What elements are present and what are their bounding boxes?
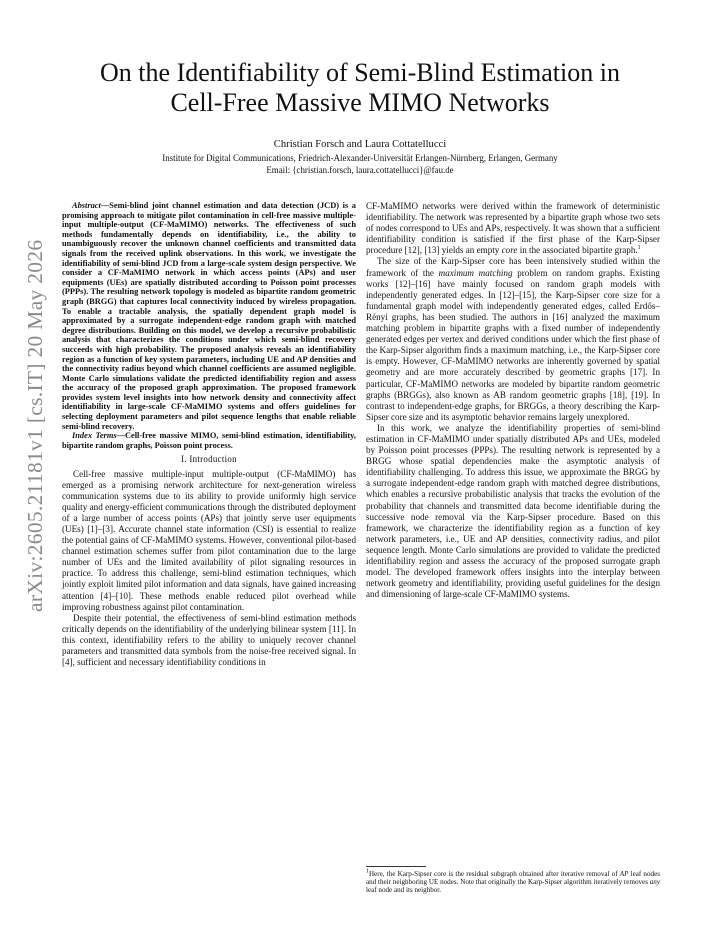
intro-paragraph-1: Cell-free massive multiple-input multiple-output (CF-MaMIMO) has emerged as a promising network architecture for next-generation wireless communication systems due to its ability to provide uniformly high service quality and energy-efficient communications through the distributed deployment of a large number of access points (APs) that jointly serve user equipments (UEs) [1]–[3]. Accurate channel state information (CSI) is essential to realize the potential gains of CF-MaMIMO systems. However, conventional pilot-based channel estimation schemes suffer from pilot contamination due to the large number of UEs and the limited availability of pilot signaling resources in practice. To address this challenge, semi-blind estimation techniques, which jointly exploit limited pilot information and data signals, have gained increasing attention [4]–[10]. These methods enable reduced pilot overhead while improving robustness against pilot contamination. bbox=[62, 468, 356, 612]
footnote-text: leaf nodes and their neighboring UE nodes. Note that originally the Karp-Sipser algorithm iteratively removes bbox=[366, 870, 660, 887]
paper-title bbox=[60, 58, 660, 118]
intro-paragraph-5: In this work, we analyze the identifiability properties of semi-blind estimation in CF-MaMIMO under spatially distributed APs and UEs, modeled by Poisson point processes (PPPs). The resulting network is represented by a BRGG whose spatial dependencies make the asymptotic analysis of identifiability challenging. To address this issue, we approximate the BRGG by a surrogate independent-edge random graph with matched degree distributions, which enables a recursive probabilistic analysis that tracks the evolution of the probability that channels and transmitted data become identifiable during the successive node removal via the Karp-Sipser procedure. Based on this framework, we characterize the identifiability region as a function of key network parameters, i.e., UE and AP densities, connectivity radius, and pilot sequence length. Monte Carlo simulations are provided to validate the predicted identifiability region and assess the accuracy of the proposed surrogate graph model. The developed framework offers insights into the interplay between network geometry and identifiability, providing useful guidelines for the design and dimensioning of large-scale CF-MaMIMO systems. bbox=[366, 422, 660, 600]
index-terms-text: Cell-free massive MIMO, semi-blind estimation, identifiability, bipartite random graphs, Poisson point process. bbox=[62, 431, 356, 450]
left-column bbox=[62, 201, 356, 668]
paragraph-text: CF-MaMIMO networks were derived within the framework of deterministic identifiability. The network was represented by a bipartite graph whose two sets of nodes correspond to UEs and APs, respectively. It was shown that a sufficient identifiability condition is satisfied if the first phase of the Karp-Sipser procedure [12], [13] yields an empty bbox=[366, 201, 660, 256]
section-heading: I. Introduction bbox=[181, 454, 237, 465]
paragraph-text: The size of the Karp-Sipser core has been intensively studied within the framework of the bbox=[366, 256, 660, 278]
email: Email: {christian.forsch, laura.cottatellucci}@fau.de bbox=[266, 164, 454, 175]
abstract-text: Semi-blind joint channel estimation and data detection (JCD) is a promising approach to mitigate pilot contamination in cell-free massive multiple-input multiple-output (CF-MaMIMO) networks. The effectiveness of such methods fundamentally depends on identifiability, i.e., the ability to unambiguously recover the unknown channel coefficients and transmitted data signals from the received uplink observations. In this work, we investigate the identifiability of semi-blind JCD from a large-scale system design perspective. We consider a CF-MaMIMO network in which access points (APs) and user equipments (UEs) are spatially distributed according to Poisson point processes (PPPs). The resulting network topology is modeled as bipartite random geometric graph (BRGG) that captures local connectivity induced by wireless propagation. To enable a tractable analysis, the spatially dependent graph model is approximated by a surrogate independent-edge random graph with matched degree distributions. Building on this model, we develop a recursive probabilistic analysis that characterizes the conditions under which semi-blind recovery succeeds with high probability. The proposed analysis reveals an identifiability region as a function of key system parameters, including UE and AP densities and the connectivity radius beyond which channel coefficients are assumed negligible. Monte Carlo simulations validate the predicted identifiability region and assess the accuracy of the proposed graph approximation. The proposed framework provides system level insights into how network density and connectivity affect identifiability in large-scale CF-MaMIMO systems and offers guidelines for selecting deployment parameters and pilot sequence lengths that enable reliable semi-blind recovery. bbox=[62, 201, 356, 431]
emphasis-any: any bbox=[649, 878, 660, 887]
title-line-1: On the Identifiability of Semi-Blind Estimation in bbox=[100, 58, 620, 87]
arxiv-stamp: arXiv:2605.21181v1 [cs.IT] 20 May 2026 bbox=[23, 239, 47, 612]
index-terms-label: Index Terms bbox=[72, 431, 117, 441]
abstract: Abstract—Semi-blind joint channel estimation and data detection (JCD) is a promising approach to mitigate pilot contamination in cell-free massive multiple-input multiple-output (CF-MaMIMO) networks. The effectiveness of such methods fundamentally depends on identifiability, i.e., the ability to unambiguously recover the unknown channel coefficients and transmitted data signals from the received uplink observations. In this work, we investigate the identifiability of semi-blind JCD from a large-scale system design perspective. We consider a CF-MaMIMO network in which access points (APs) and user equipments (UEs) are spatially distributed according to Poisson point processes (PPPs). The resulting network topology is modeled as bipartite random geometric graph (BRGG) that captures local connectivity induced by wireless propagation. To enable a tractable analysis, the spatially dependent graph model is approximated by a surrogate independent-edge random graph with matched degree distributions. Building on this model, we develop a recursive probabilistic analysis that characterizes the conditions under which semi-blind recovery succeeds with high probability. The proposed analysis reveals an identifiability region as a function of key system parameters, including UE and AP densities and the connectivity radius beyond which channel coefficients are assumed negligible. Monte Carlo simulations validate the predicted identifiability region and assess the accuracy of the proposed graph approximation. The proposed framework provides system level insights into how network density and connectivity affect identifiability in large-scale CF-MaMIMO systems and offers guidelines for selecting deployment parameters and pilot sequence lengths that enable reliable semi-blind recovery. bbox=[62, 201, 356, 431]
intro-paragraph-3 bbox=[366, 201, 660, 256]
footnote-text: leaf node and its neighbor. bbox=[366, 886, 442, 895]
intro-paragraph-2: Despite their potential, the effectiveness of semi-blind estimation methods critically depends on the identifiability of the underlying bilinear system [11]. In this context, identifiability refers to the ability to uniquely recover channel parameters and transmitted data symbols from the noise-free received signal. In [4], sufficient and necessary identifiability conditions in bbox=[62, 612, 356, 668]
right-column bbox=[366, 201, 660, 600]
footnote bbox=[366, 870, 660, 895]
index-terms: Index Terms—Cell-free massive MIMO, semi-blind estimation, identifiability, bipartite random graphs, Poisson point process. bbox=[62, 431, 356, 450]
footnote-rule bbox=[366, 866, 426, 867]
emphasis-core: core bbox=[501, 245, 518, 256]
paragraph-text: problem on random graphs. Existing works [12]–[16] have mainly focused on random graph models with independently generated edges. In [12]–[15], the Karp-Sipser core size for a fundamental graph model with independently generated edges, called Erdős–Rényi graphs, has been studied. The authors in [16] analyzed the maximum matching problem in bipartite graphs with a fixed number of independently generated edges per vertex and derived conditions under which the first phase of the Karp-Sipser algorithm finds a maximum matching, i.e., the Karp-Sipser core is empty. However, CF-MaMIMO networks are inherently governed by spatial geometry and are more accurately described by geometric graphs [17]. In particular, CF-MaMIMO networks are modeled by bipartite random geometric graphs (BRGGs), also known as AB random geometric graphs [18], [19]. In contrast to independent-edge graphs, for BRGGs, a theory describing the Karp-Sipser core size and its asymptotic behavior remains largely unexplored. bbox=[366, 267, 660, 422]
footnote-number: 1 bbox=[366, 868, 369, 875]
affiliation: Institute for Digital Communications, Friedrich-Alexander-Universität Erlangen-Nürnberg, Erlangen, Germany bbox=[162, 153, 558, 163]
authors: Christian Forsch and Laura Cottatellucci bbox=[273, 139, 447, 150]
emphasis-ap: AP bbox=[619, 870, 629, 878]
paragraph-text: in the associated bipartite graph. bbox=[517, 245, 638, 256]
emphasis-maximum-matching: maximum matching bbox=[438, 267, 513, 278]
abstract-label: Abstract bbox=[72, 201, 101, 210]
intro-paragraph-4 bbox=[366, 256, 660, 422]
footnote-text: Here, the Karp-Sipser core is the residual subgraph obtained after iterative removal of bbox=[369, 870, 620, 878]
footnote-marker: 1 bbox=[637, 245, 641, 252]
title-line-2: Cell-Free Massive MIMO Networks bbox=[170, 88, 550, 117]
